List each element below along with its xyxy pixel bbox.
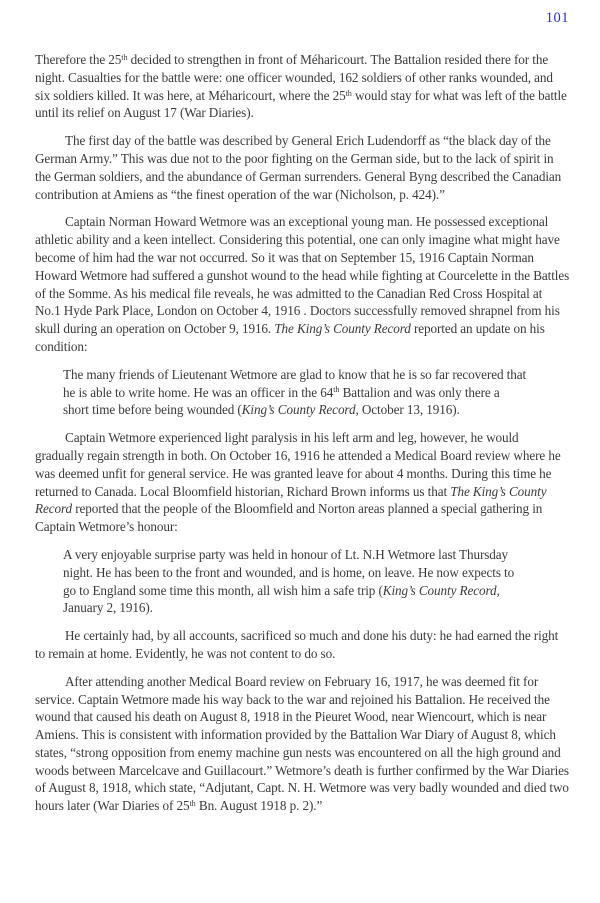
paragraph-paralysis-recovery: Captain Wetmore experienced light paralysis in his left arm and leg, however, he would gradually regain strength in both. On October 16, 1916 he attended a Medical Board review where he was deemed unfit for general service. He was granted leave for about 4 months. During this time he returned to Canada. Local Bloomfield historian, Richard Brown informs us that The King’s County Record reported that the people of the Bloomfield and Norton areas planned a special gathering in Captain Wetmore’s honour:	[35, 430, 561, 535]
paragraph-sacrificed-duty: He certainly had, by all accounts, sacrificed so much and done his duty: he had earned the right to remain at home. Evidently, he was not content to do so.	[35, 628, 559, 661]
paragraph-meharicourt: Therefore the 25th decided to strengthen in front of Méharicourt. The Battalion resided there for the night. Casualties for the battle were: one officer wounded, 162 soldiers of other ranks wounded, and six soldiers killed. It was here, at Méharicourt, where the 25th would stay for what was left of the battle until its relief on August 17 (War Diaries).	[35, 52, 567, 121]
blockquote-surprise-party: A very enjoyable surprise party was held in honour of Lt. N.H Wetmore last Thursday night. He has been to the front and wounded, and is home, on leave. He now expects to go to England some time this month, all wish him a safe trip (King’s County Record, January 2, 1916).	[63, 546, 515, 616]
page-content	[35, 51, 570, 825]
blockquote-friends-of-wetmore: The many friends of Lieutenant Wetmore are glad to know that he is so far recovered that he is able to write home. He was an officer in the 64th Battalion and was only there a short time before being wounded (King’s County Record, October 13, 1916).	[63, 366, 527, 418]
page-number: 101	[545, 10, 569, 26]
paragraph-wetmore-intro: Captain Norman Howard Wetmore was an exceptional young man. He possessed exceptional athletic ability and a keen intellect. Considering this potential, one can only imagine what might have become of him had the war not occurred. So it was that on September 15, 1916 Captain Norman Howard Wetmore had suffered a gunshot wound to the head while fighting at Courcelette in the Battles of the Somme. As his medical file reveals, he was admitted to the Canadian Red Cross Hospital at No.1 Hyde Park Place, London on October 4, 1916 . Doctors successfully removed shrapnel from his skull during an operation on October 9, 1916. The King’s County Record reported an update on his condition:	[35, 214, 570, 354]
paragraph-first-day-of-battle: The first day of the battle was described by General Erich Ludendorff as “the black day of the German Army.” This was due not to the poor fighting on the German side, but to the lack of spirit in the German soldiers, and the abundance of German surrenders. General Byng described the Canadian contribution at Amiens as “the finest operation of the war (Nicholson, p. 424).”	[35, 133, 562, 202]
paragraph-return-and-death: After attending another Medical Board review on February 16, 1917, he was deemed fit for service. Captain Wetmore made his way back to the war and rejoined his Battalion. He received the wound that caused his death on August 8, 1918 in the Pieuret Wood, near Wiencourt, which is near Amiens. This is consistent with information provided by the Battalion War Diary of August 8, which states, “strong opposition from enemy machine gun nests was encountered on all the high ground and woods between Marcelcave and Guillacourt.” Wetmore’s death is further confirmed by the War Diaries of August 8, 1918, which state, “Adjutant, Capt. N. H. Wetmore was very badly wounded and died two hours later (War Diaries of 25th Bn. August 1918 p. 2).”	[35, 673, 569, 814]
